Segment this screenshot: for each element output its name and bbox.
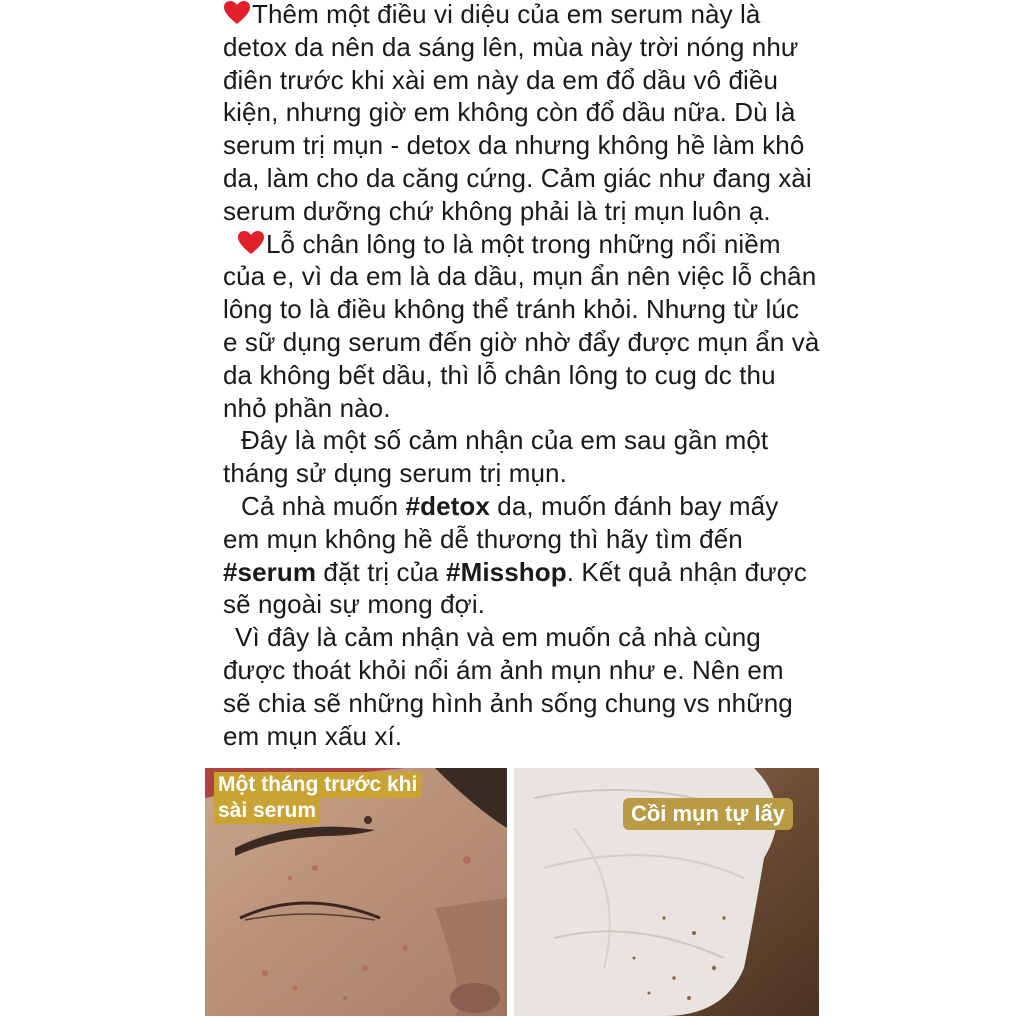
post-text: sẽ ngoài sự mong đợi. xyxy=(223,589,486,620)
post-text: tháng sử dụng serum trị mụn. xyxy=(223,458,567,489)
post-line xyxy=(223,687,1013,720)
post-line xyxy=(223,129,1013,162)
post-text: kiện, nhưng giờ em không còn đổ dầu nữa. Dù là xyxy=(223,97,796,128)
post-text: e sữ dụng serum đến giờ nhờ đẩy được mụn ẩn và xyxy=(223,326,820,357)
post-text: được thoát khỏi nổi ám ảnh mụn như e. Nên em xyxy=(223,654,784,685)
post-line xyxy=(223,424,1013,457)
before-caption-line-1: Một tháng trước khi xyxy=(214,772,421,798)
post-body xyxy=(223,0,1013,752)
post-line xyxy=(223,0,1013,31)
post-line xyxy=(223,64,1013,97)
post-line xyxy=(223,556,1013,589)
post-line xyxy=(223,359,1013,392)
post-text: Vì đây là cảm nhận và em muốn cả nhà cùng xyxy=(235,622,761,653)
post-text: da, làm cho da căng cứng. Cảm giác như đang xài xyxy=(223,162,812,193)
post-text: em mụn không hề dễ thương thì hãy tìm đến xyxy=(223,523,743,554)
hashtag-text[interactable]: #serum xyxy=(223,556,317,587)
post-text: Đây là một số cảm nhận của em sau gần một xyxy=(241,425,769,456)
post-line xyxy=(223,523,1013,556)
post-text: serum dưỡng chứ không phải là trị mụn luôn ạ. xyxy=(223,195,771,226)
post-line xyxy=(223,195,1013,228)
post-line xyxy=(223,31,1013,64)
post-line xyxy=(223,260,1013,293)
post-text: của e, vì da em là da dầu, mụn ẩn nên việc lỗ chân xyxy=(223,261,817,292)
before-caption-line-2: sài serum xyxy=(214,798,320,824)
post-text: đặt trị của xyxy=(316,556,447,587)
post-text: Cả nhà muốn xyxy=(241,490,406,521)
photo-strip xyxy=(205,768,819,1016)
post-text: sẽ chia sẽ những hình ảnh sống chung vs những xyxy=(223,687,793,718)
post-text: điên trước khi xài em này da em đổ dầu vô điều xyxy=(223,64,779,95)
tissue-caption: Cồi mụn tự lấy xyxy=(623,798,793,830)
tissue-photo[interactable] xyxy=(514,768,819,1016)
before-caption xyxy=(208,770,427,826)
post-line xyxy=(223,654,1013,687)
post-text: detox da nên da sáng lên, mùa này trời nóng như xyxy=(223,31,799,62)
post-line xyxy=(223,228,1013,261)
post-line xyxy=(223,162,1013,195)
post-text: da, muốn đánh bay mấy xyxy=(489,490,779,521)
post-line xyxy=(223,457,1013,490)
before-photo[interactable] xyxy=(205,768,507,1016)
post-line xyxy=(223,392,1013,425)
post-line xyxy=(223,293,1013,326)
post-text: serum trị mụn - detox da nhưng không hề làm khô xyxy=(223,130,805,161)
post-line xyxy=(223,588,1013,621)
post-text: em mụn xấu xí. xyxy=(223,720,403,751)
hashtag-text[interactable]: #Misshop xyxy=(446,556,567,587)
hashtag-text[interactable]: #detox xyxy=(405,490,490,521)
post-line xyxy=(223,490,1013,523)
post-text: Thêm một điều vi diệu của em serum này là xyxy=(252,0,761,29)
post-text: da không bết dầu, thì lỗ chân lông to cug dc thu xyxy=(223,359,776,390)
post-text: lông to là điều không thể tránh khỏi. Nhưng từ lúc xyxy=(223,294,800,325)
post-line xyxy=(223,720,1013,753)
heart-icon xyxy=(237,230,265,256)
post-text: . Kết quả nhận được xyxy=(566,556,807,587)
post-text: nhỏ phần nào. xyxy=(223,392,391,423)
post-text: Lỗ chân lông to là một trong những nổi niềm xyxy=(266,228,781,259)
post-line xyxy=(223,326,1013,359)
heart-icon xyxy=(223,0,251,26)
post-line xyxy=(223,96,1013,129)
post-line xyxy=(223,621,1013,654)
